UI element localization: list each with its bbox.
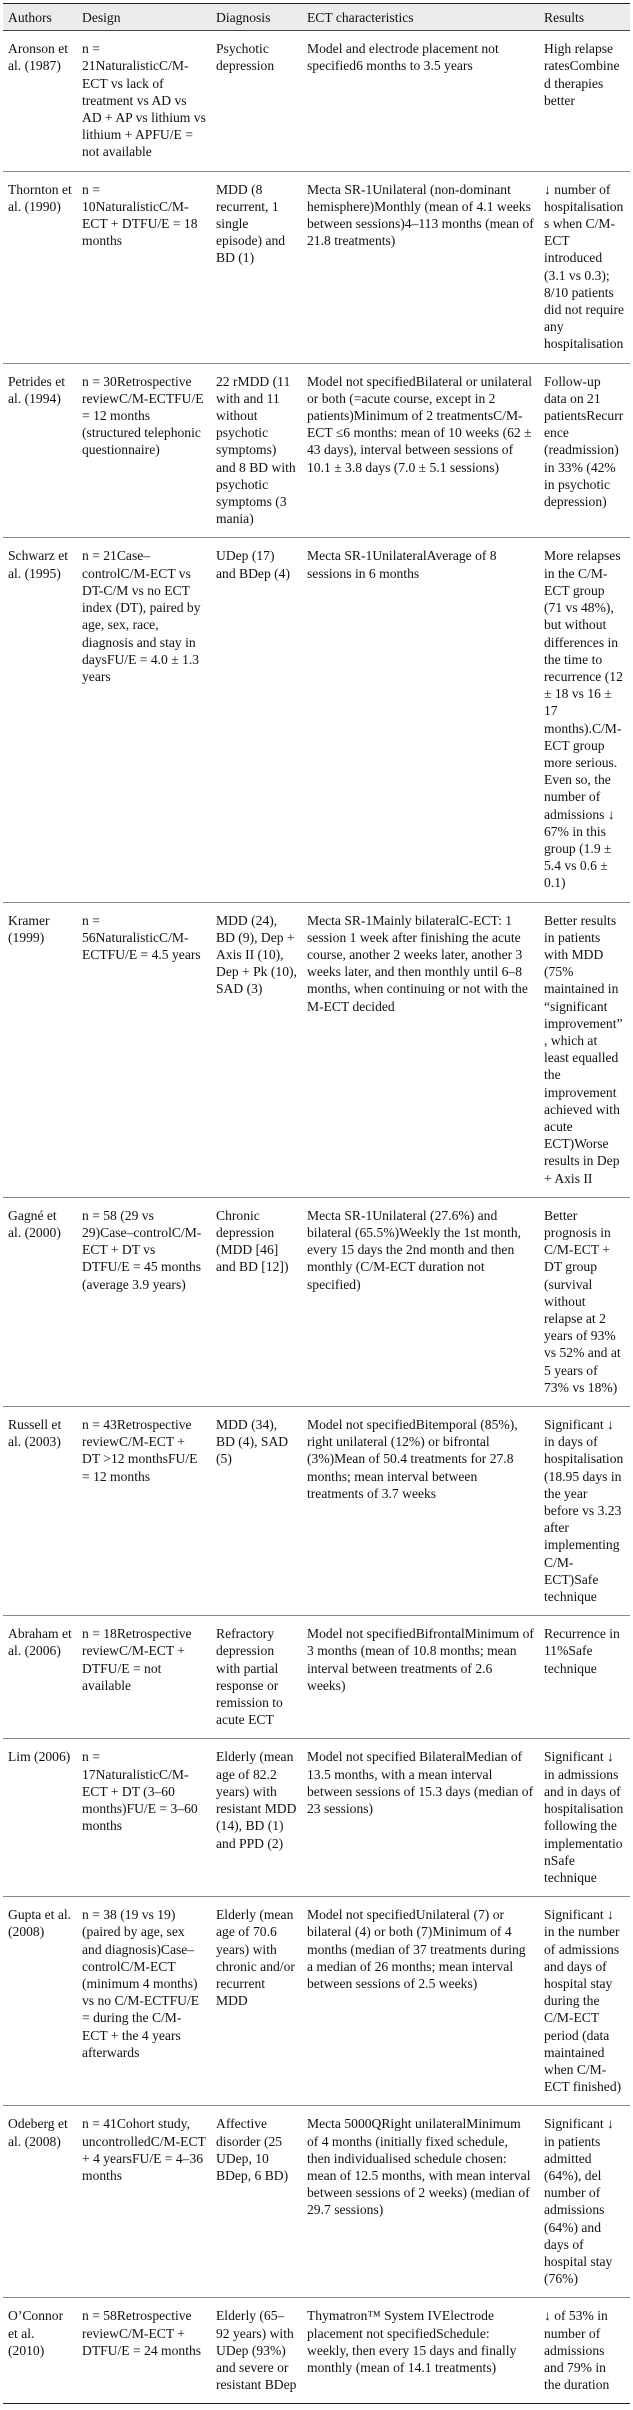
- cell-design: n = 43Retrospective reviewC/M-ECT + DT >12 monthsFU/E = 12 months: [77, 1407, 211, 1616]
- cell-authors: Kramer (1999): [3, 902, 77, 1197]
- cell-diagnosis: Affective disorder (25 UDep, 10 BDep, 6 BD): [211, 2106, 302, 2298]
- cell-results: Better prognosis in C/M-ECT + DT group (survival without relapse at 2 years of 93% vs 52% and at 5 years of 73% vs 18%): [539, 1197, 630, 1406]
- cell-ect-characteristics: Model not specifiedBitemporal (85%), right unilateral (12%) or bifrontal (3%)Mean of 50.4 treatments for 27.8 months; mean interval between treatments of 3.7 weeks: [302, 1407, 539, 1616]
- cell-results: Better results in patients with MDD (75% maintained in “significant improvement”, which at least equalled the improvement achieved with acute ECT)Worse results in Dep + Axis II: [539, 902, 630, 1197]
- table-row: [3, 538, 630, 902]
- header-results: Results: [539, 4, 630, 31]
- cell-ect-characteristics: Mecta SR-1Unilateral (non-dominant hemisphere)Monthly (mean of 4.1 weeks between sessions)4–113 months (mean of 21.8 treatments): [302, 171, 539, 363]
- cell-ect-characteristics: Model not specifiedUnilateral (7) or bilateral (4) or both (7)Minimum of 4 months (median of 37 treatments during a median of 26 months; mean interval between sessions of 2.5 weeks): [302, 1897, 539, 2106]
- cell-design: n = 21NaturalisticC/M-ECT vs lack of treatment vs AD vs AD + AP vs lithium vs lithium + APFU/E = not available: [77, 31, 211, 171]
- table-row: [3, 363, 630, 538]
- cell-design: n = 17NaturalisticC/M-ECT + DT (3–60 months)FU/E = 3–60 months: [77, 1739, 211, 1897]
- cell-diagnosis: Chronic depression (MDD [46] and BD [12]): [211, 1197, 302, 1406]
- table-row: [3, 1407, 630, 1616]
- table-row: [3, 902, 630, 1197]
- cell-diagnosis: MDD (34), BD (4), SAD (5): [211, 1407, 302, 1616]
- cell-ect-characteristics: Mecta 5000QRight unilateralMinimum of 4 months (initially fixed schedule, then individualised schedule chosen: mean of 12.5 months, with mean interval between sessions of 2 weeks) (median of 29.7 sessions): [302, 2106, 539, 2298]
- cell-diagnosis: Elderly (mean age of 82.2 years) with resistant MDD (14), BD (1) and PPD (2): [211, 1739, 302, 1897]
- cell-diagnosis: 22 rMDD (11 with and 11 without psychotic symptoms) and 8 BD with psychotic symptoms (3 mania): [211, 363, 302, 538]
- table-row: [3, 2106, 630, 2298]
- cell-authors: Thornton et al. (1990): [3, 171, 77, 363]
- cell-results: Follow-up data on 21 patientsRecurrence (readmission) in 33% (42% in psychotic depression): [539, 363, 630, 538]
- cell-design: n = 30Retrospective reviewC/M-ECTFU/E = 12 months (structured telephonic questionnaire): [77, 363, 211, 538]
- table-row: [3, 171, 630, 363]
- table-row: [3, 1616, 630, 1739]
- table-row: [3, 1197, 630, 1406]
- cell-results: Significant ↓ in admissions and in days of hospitalisation following the implementationSafe technique: [539, 1739, 630, 1897]
- header-diagnosis: Diagnosis: [211, 4, 302, 31]
- cell-design: n = 18Retrospective reviewC/M-ECT + DTFU/E = not available: [77, 1616, 211, 1739]
- cell-ect-characteristics: Model not specifiedBilateral or unilateral or both (=acute course, except in 2 patients)Minimum of 2 treatmentsC/M-ECT ≤6 months: mean of 10 weeks (62 ± 43 days), interval between sessions of 10.1 ± 3.8 days (7.0 ± 5.1 sessions): [302, 363, 539, 538]
- cell-ect-characteristics: Mecta SR-1Mainly bilateralC-ECT: 1 session 1 week after finishing the acute course, another 2 weeks later, another 3 weeks later, and then monthly until 6–8 months, when continuing or not with the M-ECT decided: [302, 902, 539, 1197]
- cell-authors: Gupta et al. (2008): [3, 1897, 77, 2106]
- cell-design: n = 41Cohort study, uncontrolledC/M-ECT + 4 yearsFU/E = 4–36 months: [77, 2106, 211, 2298]
- header-row: [3, 4, 630, 31]
- cell-results: ↓ number of hospitalisations when C/M-ECT introduced (3.1 vs 0.3); 8/10 patients did not require any hospitalisation: [539, 171, 630, 363]
- cell-authors: O’Connor et al. (2010): [3, 2298, 77, 2404]
- table-row: [3, 2298, 630, 2404]
- cell-results: Recurrence in 11%Safe technique: [539, 1616, 630, 1739]
- cell-results: More relapses in the C/M-ECT group (71 vs 48%), but without differences in the time to recurrence (12 ± 18 vs 16 ± 17 months).C/M-ECT group more serious. Even so, the number of admissions ↓ 67% in this group (1.9 ± 5.4 vs 0.6 ± 0.1): [539, 538, 630, 902]
- cell-diagnosis: Psychotic depression: [211, 31, 302, 171]
- cell-design: n = 58Retrospective reviewC/M-ECT + DTFU/E = 24 months: [77, 2298, 211, 2404]
- table-row: [3, 31, 630, 171]
- cell-diagnosis: MDD (24), BD (9), Dep + Axis II (10), Dep + Pk (10), SAD (3): [211, 902, 302, 1197]
- header-authors: Authors: [3, 4, 77, 31]
- cell-results: ↓ of 53% in number of admissions and 79% in the duration: [539, 2298, 630, 2404]
- cell-design: n = 21Case–controlC/M-ECT vs DT-C/M vs no ECT index (DT), paired by age, sex, race, diagnosis and stay in daysFU/E = 4.0 ± 1.3 years: [77, 538, 211, 902]
- cell-ect-characteristics: Mecta SR-1Unilateral (27.6%) and bilateral (65.5%)Weekly the 1st month, every 15 days the 2nd month and then monthly (C/M-ECT duration not specified): [302, 1197, 539, 1406]
- cell-diagnosis: Elderly (mean age of 70.6 years) with chronic and/or recurrent MDD: [211, 1897, 302, 2106]
- cell-authors: Abraham et al. (2006): [3, 1616, 77, 1739]
- table-row: [3, 1897, 630, 2106]
- cell-ect-characteristics: Model not specified BilateralMedian of 13.5 months, with a mean interval between sessions of 15.3 days (median of 23 sessions): [302, 1739, 539, 1897]
- header-design: Design: [77, 4, 211, 31]
- cell-design: n = 38 (19 vs 19) (paired by age, sex and diagnosis)Case–controlC/M-ECT (minimum 4 months) vs no C/M-ECTFU/E = during the C/M-ECT + the 4 years afterwards: [77, 1897, 211, 2106]
- cell-ect-characteristics: Thymatron™ System IVElectrode placement not specifiedSchedule: weekly, then every 15 days and finally monthly (mean of 14.1 treatments): [302, 2298, 539, 2404]
- cell-authors: Lim (2006): [3, 1739, 77, 1897]
- cell-results: Significant ↓ in days of hospitalisation (18.95 days in the year before vs 3.23 after implementing C/M-ECT)Safe technique: [539, 1407, 630, 1616]
- cell-authors: Gagné et al. (2000): [3, 1197, 77, 1406]
- cell-authors: Russell et al. (2003): [3, 1407, 77, 1616]
- cell-diagnosis: Elderly (65–92 years) with UDep (93%) and severe or resistant BDep: [211, 2298, 302, 2404]
- cell-design: n = 56NaturalisticC/M-ECTFU/E = 4.5 years: [77, 902, 211, 1197]
- header-ect-characteristics: ECT characteristics: [302, 4, 539, 31]
- cell-authors: Schwarz et al. (1995): [3, 538, 77, 902]
- cell-results: Significant ↓ in the number of admissions and days of hospital stay during the C/M-ECT period (data maintained when C/M-ECT finished): [539, 1897, 630, 2106]
- cell-results: Significant ↓ in patients admitted (64%), del number of admissions (64%) and days of hospital stay (76%): [539, 2106, 630, 2298]
- cell-design: n = 10NaturalisticC/M-ECT + DTFU/E = 18 months: [77, 171, 211, 363]
- cell-design: n = 58 (29 vs 29)Case–controlC/M-ECT + DT vs DTFU/E = 45 months (average 3.9 years): [77, 1197, 211, 1406]
- cell-ect-characteristics: Mecta SR-1UnilateralAverage of 8 sessions in 6 months: [302, 538, 539, 902]
- cell-diagnosis: MDD (8 recurrent, 1 single episode) and BD (1): [211, 171, 302, 363]
- cell-diagnosis: Refractory depression with partial response or remission to acute ECT: [211, 1616, 302, 1739]
- cell-authors: Petrides et al. (1994): [3, 363, 77, 538]
- studies-table: [3, 3, 630, 2404]
- cell-results: High relapse ratesCombined therapies better: [539, 31, 630, 171]
- cell-diagnosis: UDep (17) and BDep (4): [211, 538, 302, 902]
- table-row: [3, 1739, 630, 1897]
- cell-authors: Odeberg et al. (2008): [3, 2106, 77, 2298]
- table-body: [3, 31, 630, 2404]
- cell-authors: Aronson et al. (1987): [3, 31, 77, 171]
- cell-ect-characteristics: Model and electrode placement not specified6 months to 3.5 years: [302, 31, 539, 171]
- cell-ect-characteristics: Model not specifiedBifrontalMinimum of 3 months (mean of 10.8 months; mean interval between treatments of 2.6 weeks): [302, 1616, 539, 1739]
